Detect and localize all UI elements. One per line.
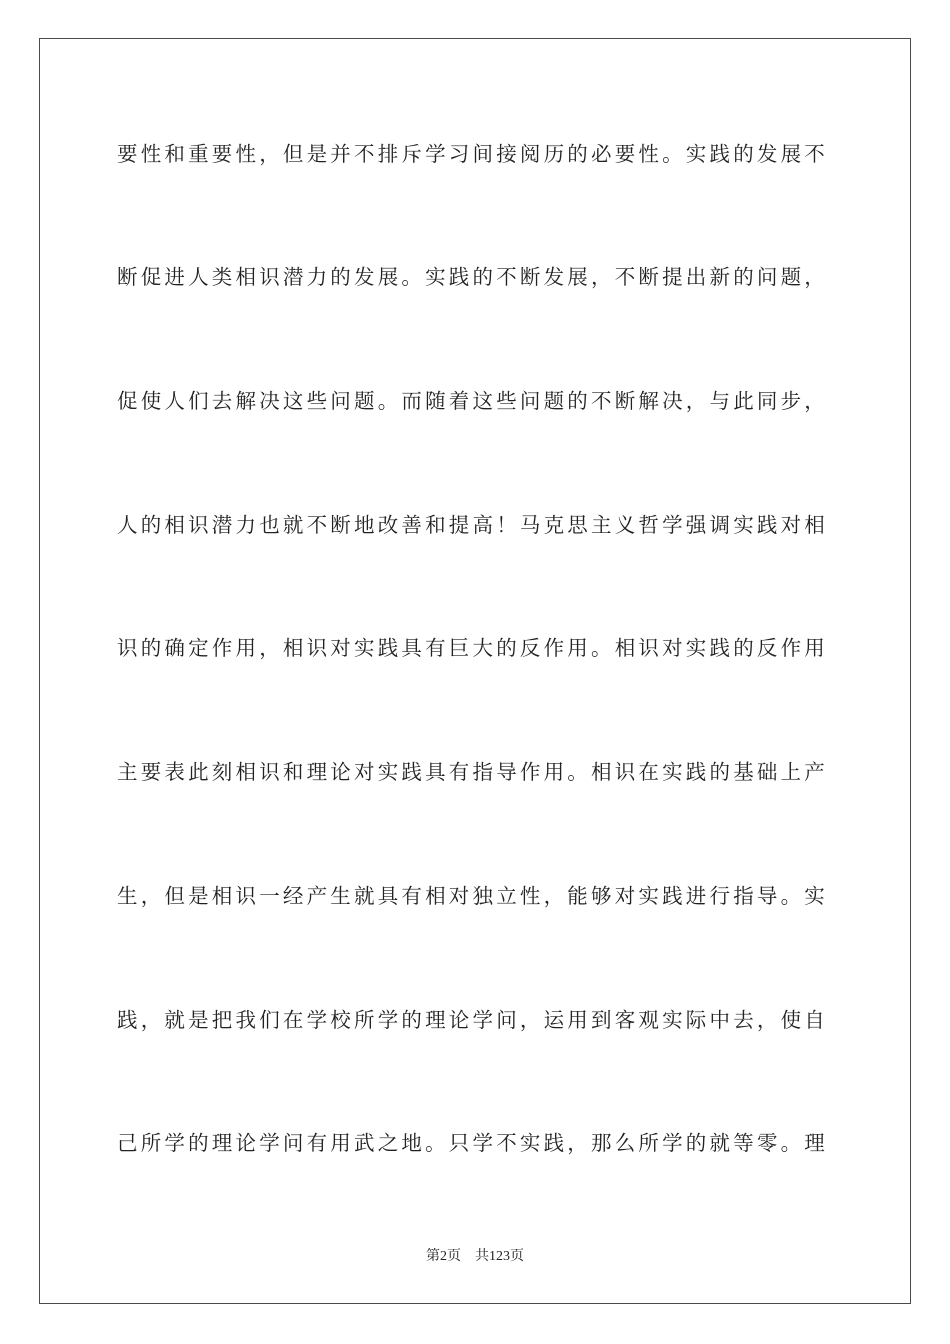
body-text-line-2: 断促进人类相识潜力的发展。实践的不断发展，不断提出新的问题，	[117, 265, 828, 289]
body-text-line-9: 己所学的理论学问有用武之地。只学不实践，那么所学的就等零。理	[117, 1131, 828, 1155]
body-text-line-3: 促使人们去解决这些问题。而随着这些问题的不断解决，与此同步，	[117, 389, 828, 413]
body-text-line-7: 生，但是相识一经产生就具有相对独立性，能够对实践进行指导。实	[117, 884, 828, 908]
total-page-count: 共123页	[475, 1249, 524, 1264]
body-text-line-4: 人的相识潜力也就不断地改善和提高！马克思主义哲学强调实践对相	[117, 513, 828, 537]
body-text-line-6: 主要表此刻相识和理论对实践具有指导作用。相识在实践的基础上产	[117, 760, 828, 784]
body-text-line-1: 要性和重要性，但是并不排斥学习间接阅历的必要性。实践的发展不	[117, 142, 828, 166]
page-footer	[0, 1248, 950, 1266]
body-text-line-5: 识的确定作用，相识对实践具有巨大的反作用。相识对实践的反作用	[117, 636, 828, 660]
body-text-line-8: 践，就是把我们在学校所学的理论学问，运用到客观实际中去，使自	[117, 1008, 828, 1032]
page-border	[39, 38, 911, 1304]
current-page-number: 第2页	[426, 1249, 461, 1264]
